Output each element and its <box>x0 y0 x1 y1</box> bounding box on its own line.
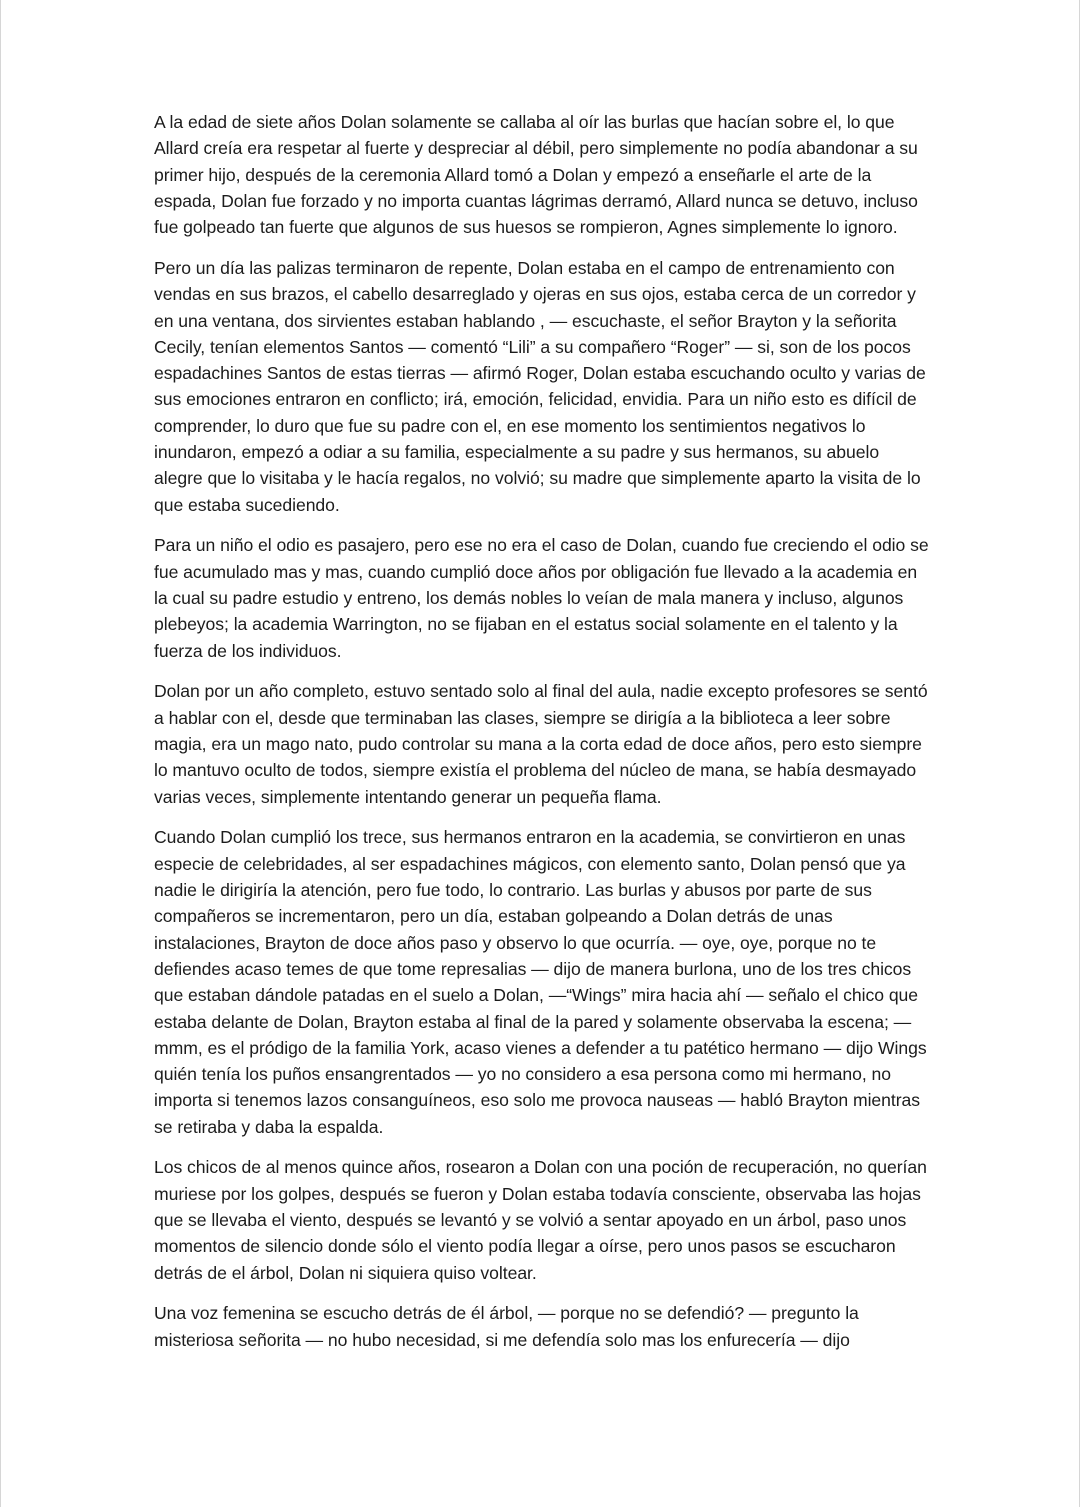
paragraph: A la edad de siete años Dolan solamente se callaba al oír las burlas que hacían sobre el, lo que Allard creía era respetar al fuerte y despreciar al débil, pero simplemente no podía abandonar a su primer hijo, después de la ceremonia Allard tomó a Dolan y empezó a enseñarle el arte de la espada, Dolan fue forzado y no importa cuantas lágrimas derramó, Allard nunca se detuvo, incluso fue golpeado tan fuerte que algunos de sus huesos se rompieron, Agnes simplemente lo ignoro. <box>154 112 918 238</box>
document-body <box>154 109 932 1368</box>
paragraph: Pero un día las palizas terminaron de repente, Dolan estaba en el campo de entrenamiento con vendas en sus brazos, el cabello desarreglado y ojeras en sus ojos, estaba cerca de un corredor y en una ventana, dos sirvientes estaban hablando , — escuchaste, el señor Brayton y la señorita Cecily, tenían elementos Santos — comentó “Lili” a su compañero “Roger” — si, son de los pocos espadachines Santos de estas tierras — afirmó Roger, Dolan estaba escuchando oculto y varias de sus emociones entraron en conflicto; irá, emoción, felicidad, envidia. Para un niño esto es difícil de comprender, lo duro que fue su padre con el, en ese momento los sentimientos negativos lo inundaron, empezó a odiar a su familia, especialmente a su padre y sus hermanos, su abuelo alegre que lo visitaba y le hacía regalos, no volvió; su madre que simplemente aparto la visita de lo que estaba sucediendo. <box>154 257 926 515</box>
paragraph: Dolan por un año completo, estuvo sentado solo al final del aula, nadie excepto profesores se sentó a hablar con el, desde que terminaban las clases, siempre se dirigía a la biblioteca a leer sobre magia, era un mago nato, pudo controlar su mana a la corta edad de doce años, pero esto siempre lo mantuvo oculto de todos, siempre existía el problema del núcleo de mana, se había desmayado varias veces, simplemente intentando generar un pequeña flama. <box>154 681 928 807</box>
paragraph: Cuando Dolan cumplió los trece, sus hermanos entraron en la academia, se convirtieron en unas especie de celebridades, al ser espadachines mágicos, con elemento santo, Dolan pensó que ya nadie le dirigiría la atención, pero fue todo, lo contrario. Las burlas y abusos por parte de sus compañeros se incrementaron, pero un día, estaban golpeando a Dolan detrás de unas instalaciones, Brayton de doce años paso y observo lo que ocurría. — oye, oye, porque no te defiendes acaso temes de que tome represalias — dijo de manera burlona, uno de los tres chicos que estaban dándole patadas en el suelo a Dolan, —“Wings” mira hacia ahí — señalo el chico que estaba delante de Dolan, Brayton estaba al final de la pared y solamente observaba la escena; — mmm, es el pródigo de la familia York, acaso vienes a defender a tu patético hermano — dijo Wings quién tenía los puños ensangrentados — yo no considero a esa persona como mi hermano, no importa si tenemos lazos consanguíneos, eso solo me provoca nauseas — habló Brayton mientras se retiraba y daba la espalda. <box>154 827 927 1137</box>
paragraph: Para un niño el odio es pasajero, pero ese no era el caso de Dolan, cuando fue creciendo el odio se fue acumulado mas y mas, cuando cumplió doce años por obligación fue llevado a la academia en la cual su padre estudio y entreno, los demás nobles lo veían de mala manera y incluso, algunos plebeyos; la academia Warrington, no se fijaban en el estatus social solamente en el talento y la fuerza de los individuos. <box>154 535 929 661</box>
paragraph: Los chicos de al menos quince años, rosearon a Dolan con una poción de recuperación, no querían muriese por los golpes, después se fueron y Dolan estaba todavía consciente, observaba las hojas que se llevaba el viento, después se levantó y se volvió a sentar apoyado en un árbol, paso unos momentos de silencio donde sólo el viento podía llegar a oírse, pero unos pasos se escucharon detrás de el árbol, Dolan ni siquiera quiso voltear. <box>154 1157 927 1283</box>
paragraph: Una voz femenina se escucho detrás de él árbol, — porque no se defendió? — pregunto la misteriosa señorita — no hubo necesidad, si me defendía solo mas los enfurecería — dijo <box>154 1303 859 1350</box>
